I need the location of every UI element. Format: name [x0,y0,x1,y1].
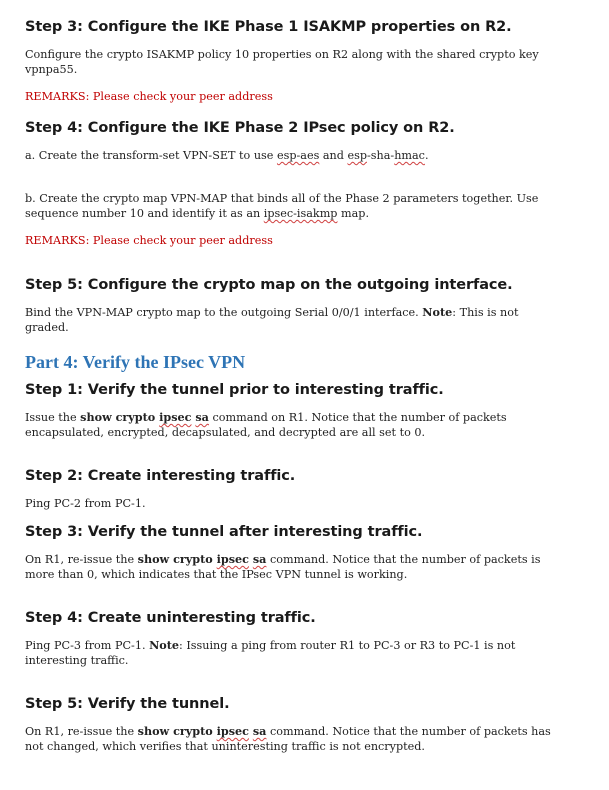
remark-peer-address-1: REMARKS: Please check your peer address [25,90,273,103]
heading-step1-verify-tunnel: Step 1: Verify the tunnel prior to interesting traffic. [25,382,444,398]
heading-step5-verify-tunnel: Step 5: Verify the tunnel. [25,696,230,712]
para-isakmp-policy: Configure the crypto ISAKMP policy 10 properties on R2 along with the shared crypto key vpnpa55. [25,48,539,76]
para-show-crypto-after: On R1, re-issue the show crypto ipsec sa command. Notice that the number of packets is more than 0, which indicates that the IPsec VPN tunnel is working. [25,552,541,581]
para-show-crypto-final: On R1, re-issue the show crypto ipsec sa command. Notice that the number of packets has not changed, which verifies that uninteresting traffic is not encrypted. [25,724,551,753]
para-crypto-map: b. Create the crypto map VPN-MAP that binds all of the Phase 2 parameters together. Use sequence number 10 and identify it as an ipsec-isakmp map. [25,192,539,220]
heading-step5-crypto-map: Step 5: Configure the crypto map on the outgoing interface. [25,277,513,293]
heading-step4-uninteresting: Step 4: Create uninteresting traffic. [25,610,316,626]
heading-step3-ike-phase1: Step 3: Configure the IKE Phase 1 ISAKMP properties on R2. [25,19,512,35]
para-bind-crypto-map: Bind the VPN-MAP crypto map to the outgoing Serial 0/0/1 interface. Note: This is not graded. [25,305,519,334]
para-ping-pc3: Ping PC-3 from PC-1. Note: Issuing a ping from router R1 to PC-3 or R3 to PC-1 is not interesting traffic. [25,638,516,667]
remark-peer-address-2: REMARKS: Please check your peer address [25,234,273,247]
para-transform-set: a. Create the transform-set VPN-SET to use esp-aes and esp-sha-hmac. [25,149,429,162]
heading-step3-verify-after: Step 3: Verify the tunnel after interesting traffic. [25,524,423,540]
para-ping-pc2: Ping PC-2 from PC-1. [25,497,146,510]
heading-step2-interesting-traffic: Step 2: Create interesting traffic. [25,468,296,484]
heading-step4-ike-phase2: Step 4: Configure the IKE Phase 2 IPsec policy on R2. [25,120,455,136]
para-show-crypto-before: Issue the show crypto ipsec sa command on R1. Notice that the number of packets encapsulated, encrypted, decapsulated, and decrypted are all set to 0. [25,410,507,439]
part4-heading: Part 4: Verify the IPsec VPN [25,352,246,372]
